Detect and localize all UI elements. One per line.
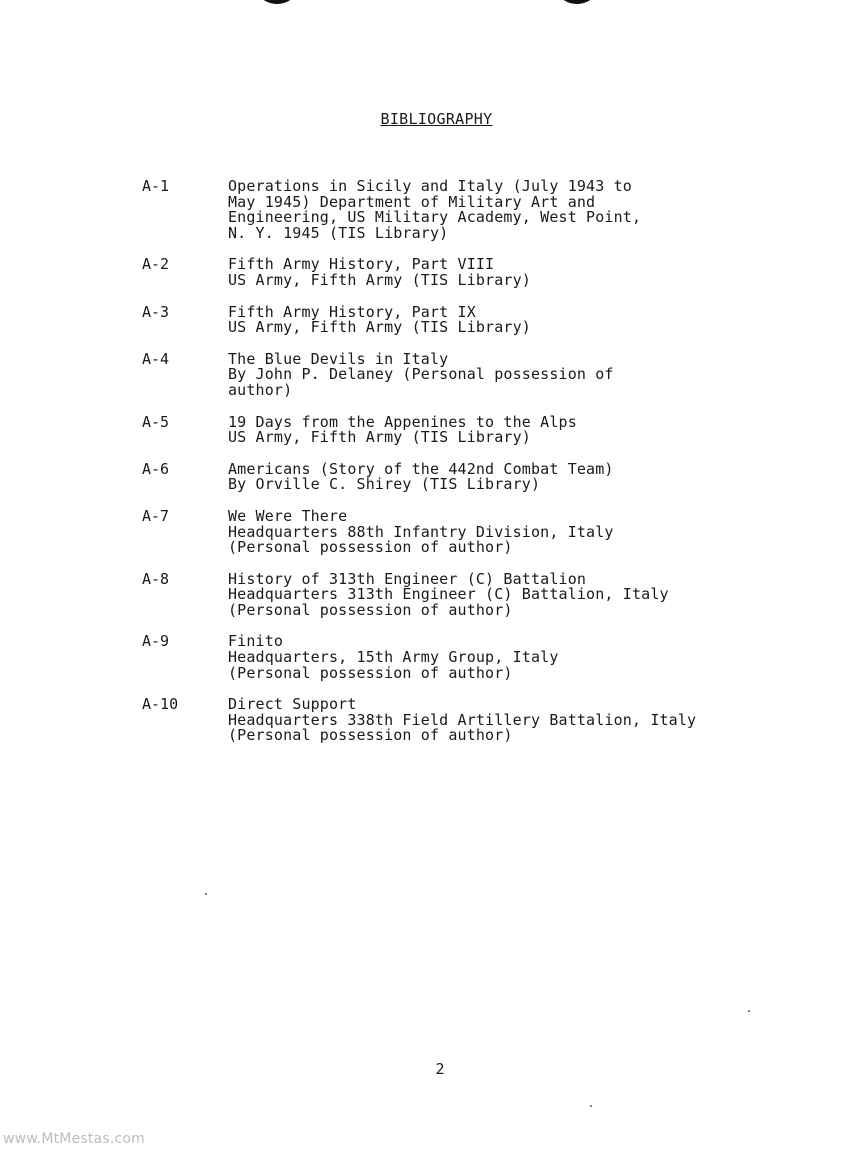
entry-line: Engineering, US Military Academy, West Point, [228,208,642,227]
entry-line: US Army, Fifth Army (TIS Library) [228,428,531,447]
entry-line: (Personal possession of author) [228,663,513,682]
binder-hole-left [260,0,294,4]
entry-id: A-1 [142,177,170,195]
entry-text [228,697,842,744]
entry-line: author) [228,380,293,399]
bibliography-entry [142,302,842,337]
entry-line: Headquarters, 15th Army Group, Italy [228,648,559,667]
page-number: 2 [435,1060,445,1078]
entry-text [228,257,842,288]
entry-id: A-7 [142,506,170,525]
scan-speck [205,893,207,895]
entry-text [228,412,842,447]
bibliography-entry [142,506,842,557]
entry-line: Headquarters 338th Field Artillery Battalion, Italy [228,710,697,729]
bibliography-entry [142,459,842,494]
entry-line: 19 Days from the Appenines to the Alps [228,412,577,431]
entry-line: (Personal possession of author) [228,726,513,745]
entry-id: A-2 [142,255,170,274]
entry-id: A-4 [142,349,170,368]
entry-text [228,459,842,494]
entry-id: A-9 [142,632,170,651]
bibliography-entry [142,569,842,619]
bibliography-entry [142,179,842,241]
entry-line: The Blue Devils in Italy [228,349,449,368]
entry-text [228,179,842,241]
entry-line: N. Y. 1945 (TIS Library) [228,223,449,242]
entry-text [228,349,842,399]
entry-line: Fifth Army History, Part VIII [228,255,495,274]
bibliography-entry [142,634,842,681]
entry-id: A-6 [142,459,170,478]
entry-line: (Personal possession of author) [228,538,513,557]
entry-line: (Personal possession of author) [228,600,513,619]
binder-hole-right [560,0,594,4]
bibliography-entry [142,412,842,447]
bibliography-entry [142,697,842,744]
entry-line: Headquarters 313th Engineer (C) Battalion, Italy [228,585,669,604]
entry-line: Fifth Army History, Part IX [228,302,476,321]
entry-text [228,569,842,619]
entry-line: May 1945) Department of Military Art and [228,192,596,211]
entry-line: Direct Support [228,695,357,714]
entry-text [228,506,842,557]
entry-text [228,634,842,681]
bibliography-list [142,179,842,760]
entry-line: We Were There [228,506,348,525]
entry-line: By Orville C. Shirey (TIS Library) [228,475,541,494]
entry-id: A-8 [142,569,170,588]
scan-speck [748,1010,750,1012]
entry-line: By John P. Delaney (Personal possession of [228,365,614,384]
entry-id: A-3 [142,302,170,321]
entry-line: Headquarters 88th Infantry Division, Italy [228,522,614,541]
entry-line: Americans (Story of the 442nd Combat Team) [228,459,614,478]
page-title: BIBLIOGRAPHY [380,110,493,128]
entry-line: US Army, Fifth Army (TIS Library) [228,318,531,337]
watermark: www.MtMestas.com [3,1131,145,1147]
entry-line: Operations in Sicily and Italy (July 1943 to [228,177,632,195]
entry-id: A-5 [142,412,170,431]
entry-line: History of 313th Engineer (C) Battalion [228,569,587,588]
entry-text [228,302,842,337]
scan-speck [590,1105,592,1107]
entry-line: Finito [228,632,284,651]
entry-id: A-10 [142,695,179,714]
bibliography-entry [142,349,842,399]
entry-line: US Army, Fifth Army (TIS Library) [228,270,531,289]
bibliography-entry [142,257,842,288]
